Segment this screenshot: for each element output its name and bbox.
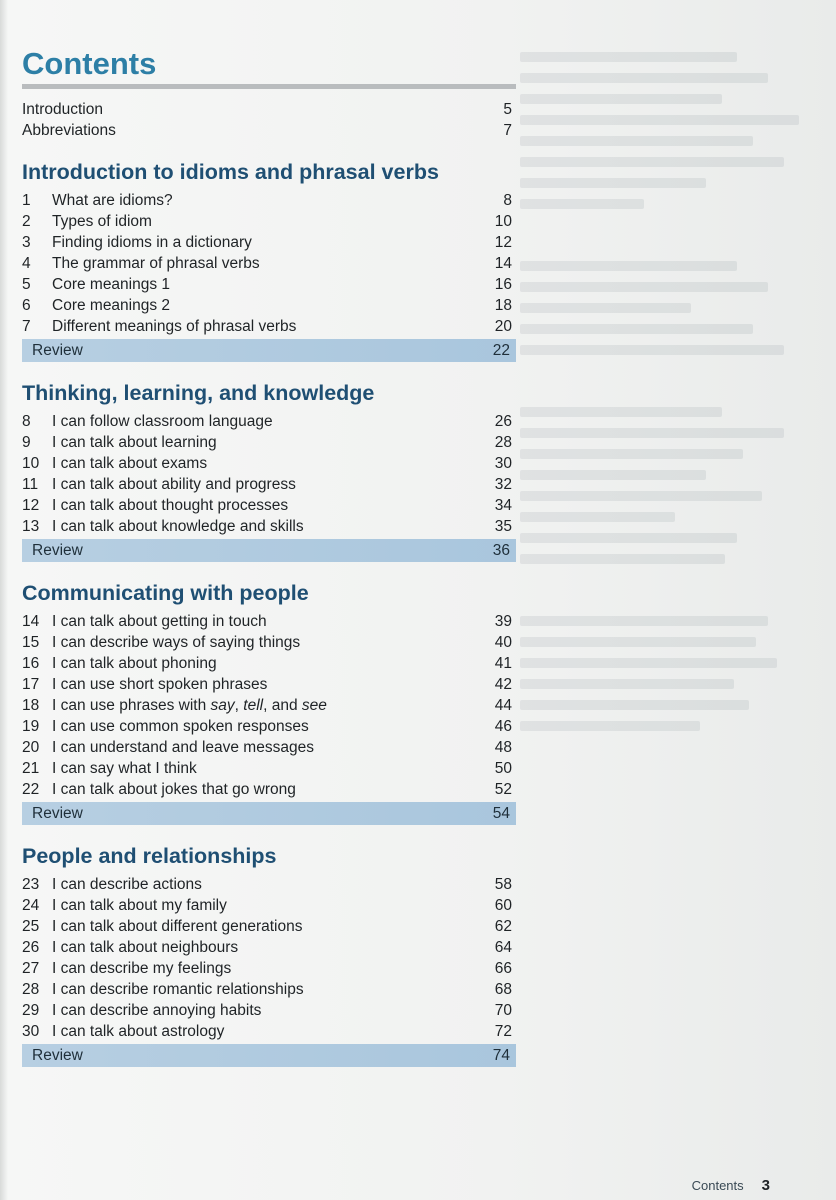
page-number: 58: [494, 876, 512, 893]
unit-number: 6: [22, 297, 31, 314]
page-gutter-shadow: [0, 0, 8, 1200]
toc-entry[interactable]: [22, 674, 516, 695]
toc-entry[interactable]: [22, 758, 516, 779]
unit-title: The grammar of phrasal verbs: [52, 255, 260, 272]
sections-list: [22, 155, 516, 1067]
toc-entry[interactable]: [22, 611, 516, 632]
unit-number: 27: [22, 960, 40, 977]
unit-title: I can talk about thought processes: [52, 497, 289, 514]
unit-number: 29: [22, 1002, 40, 1019]
toc-entry[interactable]: [22, 779, 516, 800]
unit-number: 13: [22, 518, 40, 535]
page-number: 48: [494, 739, 512, 756]
page-number: 68: [494, 981, 512, 998]
toc-entry[interactable]: [22, 958, 516, 979]
unit-number: 1: [22, 192, 31, 209]
unit-title: I can talk about knowledge and skills: [52, 518, 304, 535]
toc-entry[interactable]: [22, 874, 516, 895]
toc-entry[interactable]: [22, 1000, 516, 1021]
review-bar[interactable]: [22, 539, 516, 562]
section-item-list: [22, 874, 516, 1042]
page-number: 50: [494, 760, 512, 777]
unit-title: I can use phrases with say, tell, and see: [52, 697, 327, 714]
page-number: 26: [494, 413, 512, 430]
page-number: 60: [494, 897, 512, 914]
page-number: 18: [494, 297, 512, 314]
page-number: 14: [494, 255, 512, 272]
front-matter-list: [22, 99, 516, 141]
page-number: 28: [494, 434, 512, 451]
unit-title: Core meanings 1: [52, 276, 171, 293]
review-bar[interactable]: [22, 339, 516, 362]
unit-title: I can talk about learning: [52, 434, 217, 451]
table-of-contents: [22, 44, 516, 1067]
toc-entry[interactable]: [22, 653, 516, 674]
toc-entry[interactable]: [22, 716, 516, 737]
unit-title: Core meanings 2: [52, 297, 171, 314]
bleed-through-reverse-page: [520, 40, 830, 1140]
page-number: 39: [494, 613, 512, 630]
review-page-number: 54: [492, 804, 510, 822]
toc-entry[interactable]: [22, 916, 516, 937]
section-heading: Communicating with people: [22, 581, 309, 605]
toc-entry[interactable]: [22, 253, 516, 274]
front-matter-item[interactable]: [22, 120, 516, 141]
unit-title: I can use short spoken phrases: [52, 676, 268, 693]
unit-title: I can say what I think: [52, 760, 197, 777]
page-number: 41: [494, 655, 512, 672]
unit-number: 25: [22, 918, 40, 935]
unit-title: I can talk about jokes that go wrong: [52, 781, 296, 798]
toc-entry[interactable]: [22, 695, 516, 716]
toc-section: [22, 155, 516, 362]
page-number: 34: [494, 497, 512, 514]
front-matter-title: Abbreviations: [22, 122, 116, 139]
page-number: 62: [494, 918, 512, 935]
toc-entry[interactable]: [22, 432, 516, 453]
unit-number: 7: [22, 318, 31, 335]
page-number: 7: [503, 122, 512, 139]
unit-number: 24: [22, 897, 40, 914]
page-footer: [692, 1177, 770, 1194]
unit-title: I can talk about getting in touch: [52, 613, 267, 630]
title-underline: [22, 84, 516, 89]
toc-section: [22, 839, 516, 1067]
unit-number: 21: [22, 760, 40, 777]
unit-number: 10: [22, 455, 40, 472]
toc-entry[interactable]: [22, 979, 516, 1000]
unit-title: What are idioms?: [52, 192, 173, 209]
unit-title: Types of idiom: [52, 213, 152, 230]
page-number: 44: [494, 697, 512, 714]
unit-title: I can talk about ability and progress: [52, 476, 296, 493]
review-page-number: 22: [492, 341, 510, 359]
unit-number: 5: [22, 276, 31, 293]
unit-number: 12: [22, 497, 40, 514]
toc-entry[interactable]: [22, 516, 516, 537]
unit-number: 16: [22, 655, 40, 672]
unit-title: I can talk about neighbours: [52, 939, 239, 956]
unit-title: I can talk about exams: [52, 455, 208, 472]
unit-title: I can describe romantic relationships: [52, 981, 304, 998]
unit-number: 30: [22, 1023, 40, 1040]
section-heading: Thinking, learning, and knowledge: [22, 381, 375, 405]
toc-entry[interactable]: [22, 632, 516, 653]
unit-number: 22: [22, 781, 40, 798]
unit-number: 19: [22, 718, 40, 735]
page-number: 52: [494, 781, 512, 798]
page-number: 32: [494, 476, 512, 493]
unit-title: I can describe actions: [52, 876, 202, 893]
unit-number: 28: [22, 981, 40, 998]
toc-section: [22, 376, 516, 562]
unit-number: 15: [22, 634, 40, 651]
page-number: 5: [503, 101, 512, 118]
review-label: Review: [32, 541, 83, 559]
toc-entry[interactable]: [22, 232, 516, 253]
unit-title: I can describe annoying habits: [52, 1002, 262, 1019]
review-page-number: 74: [492, 1046, 510, 1064]
toc-entry[interactable]: [22, 274, 516, 295]
review-bar[interactable]: [22, 802, 516, 825]
unit-title: I can describe ways of saying things: [52, 634, 301, 651]
unit-title: I can follow classroom language: [52, 413, 273, 430]
unit-number: 20: [22, 739, 40, 756]
unit-number: 18: [22, 697, 40, 714]
unit-number: 23: [22, 876, 40, 893]
unit-number: 4: [22, 255, 31, 272]
front-matter-item[interactable]: [22, 99, 516, 120]
page-number: 64: [494, 939, 512, 956]
unit-number: 9: [22, 434, 31, 451]
page-number: 42: [494, 676, 512, 693]
page-number: 20: [494, 318, 512, 335]
unit-title: I can use common spoken responses: [52, 718, 309, 735]
toc-entry[interactable]: [22, 295, 516, 316]
page-number: 16: [494, 276, 512, 293]
page-number: 46: [494, 718, 512, 735]
review-label: Review: [32, 1046, 83, 1064]
toc-entry[interactable]: [22, 190, 516, 211]
page-number: 8: [503, 192, 512, 209]
section-item-list: [22, 411, 516, 537]
page-number: 10: [494, 213, 512, 230]
unit-title: I can understand and leave messages: [52, 739, 314, 756]
unit-number: 11: [22, 476, 39, 493]
toc-entry[interactable]: [22, 495, 516, 516]
unit-number: 14: [22, 613, 40, 630]
unit-title: I can talk about different generations: [52, 918, 303, 935]
unit-number: 8: [22, 413, 31, 430]
unit-title: I can talk about astrology: [52, 1023, 225, 1040]
toc-section: [22, 576, 516, 825]
section-item-list: [22, 190, 516, 337]
front-matter-title: Introduction: [22, 101, 103, 118]
unit-number: 26: [22, 939, 40, 956]
toc-entry[interactable]: [22, 937, 516, 958]
section-heading: Introduction to idioms and phrasal verbs: [22, 160, 439, 184]
page-number: 40: [494, 634, 512, 651]
toc-entry[interactable]: [22, 474, 516, 495]
page-number: 30: [494, 455, 512, 472]
unit-number: 3: [22, 234, 31, 251]
toc-entry[interactable]: [22, 737, 516, 758]
toc-entry[interactable]: [22, 895, 516, 916]
unit-title: Different meanings of phrasal verbs: [52, 318, 297, 335]
unit-number: 2: [22, 213, 31, 230]
review-label: Review: [32, 341, 83, 359]
section-item-list: [22, 611, 516, 800]
page-number: 35: [494, 518, 512, 535]
section-heading: People and relationships: [22, 844, 277, 868]
toc-entry[interactable]: [22, 411, 516, 432]
review-page-number: 36: [492, 541, 510, 559]
review-label: Review: [32, 804, 83, 822]
unit-title: I can describe my feelings: [52, 960, 232, 977]
toc-entry[interactable]: [22, 316, 516, 337]
footer-page-number: 3: [761, 1177, 770, 1194]
review-bar[interactable]: [22, 1044, 516, 1067]
toc-entry[interactable]: [22, 211, 516, 232]
page-title: Contents: [22, 46, 157, 81]
toc-entry[interactable]: [22, 453, 516, 474]
unit-title: I can talk about phoning: [52, 655, 217, 672]
unit-title: Finding idioms in a dictionary: [52, 234, 252, 251]
page-number: 12: [494, 234, 512, 251]
page-number: 70: [494, 1002, 512, 1019]
page-number: 72: [494, 1023, 512, 1040]
footer-label: Contents: [691, 1178, 744, 1193]
unit-number: 17: [22, 676, 40, 693]
unit-title: I can talk about my family: [52, 897, 227, 914]
page-number: 66: [494, 960, 512, 977]
toc-entry[interactable]: [22, 1021, 516, 1042]
